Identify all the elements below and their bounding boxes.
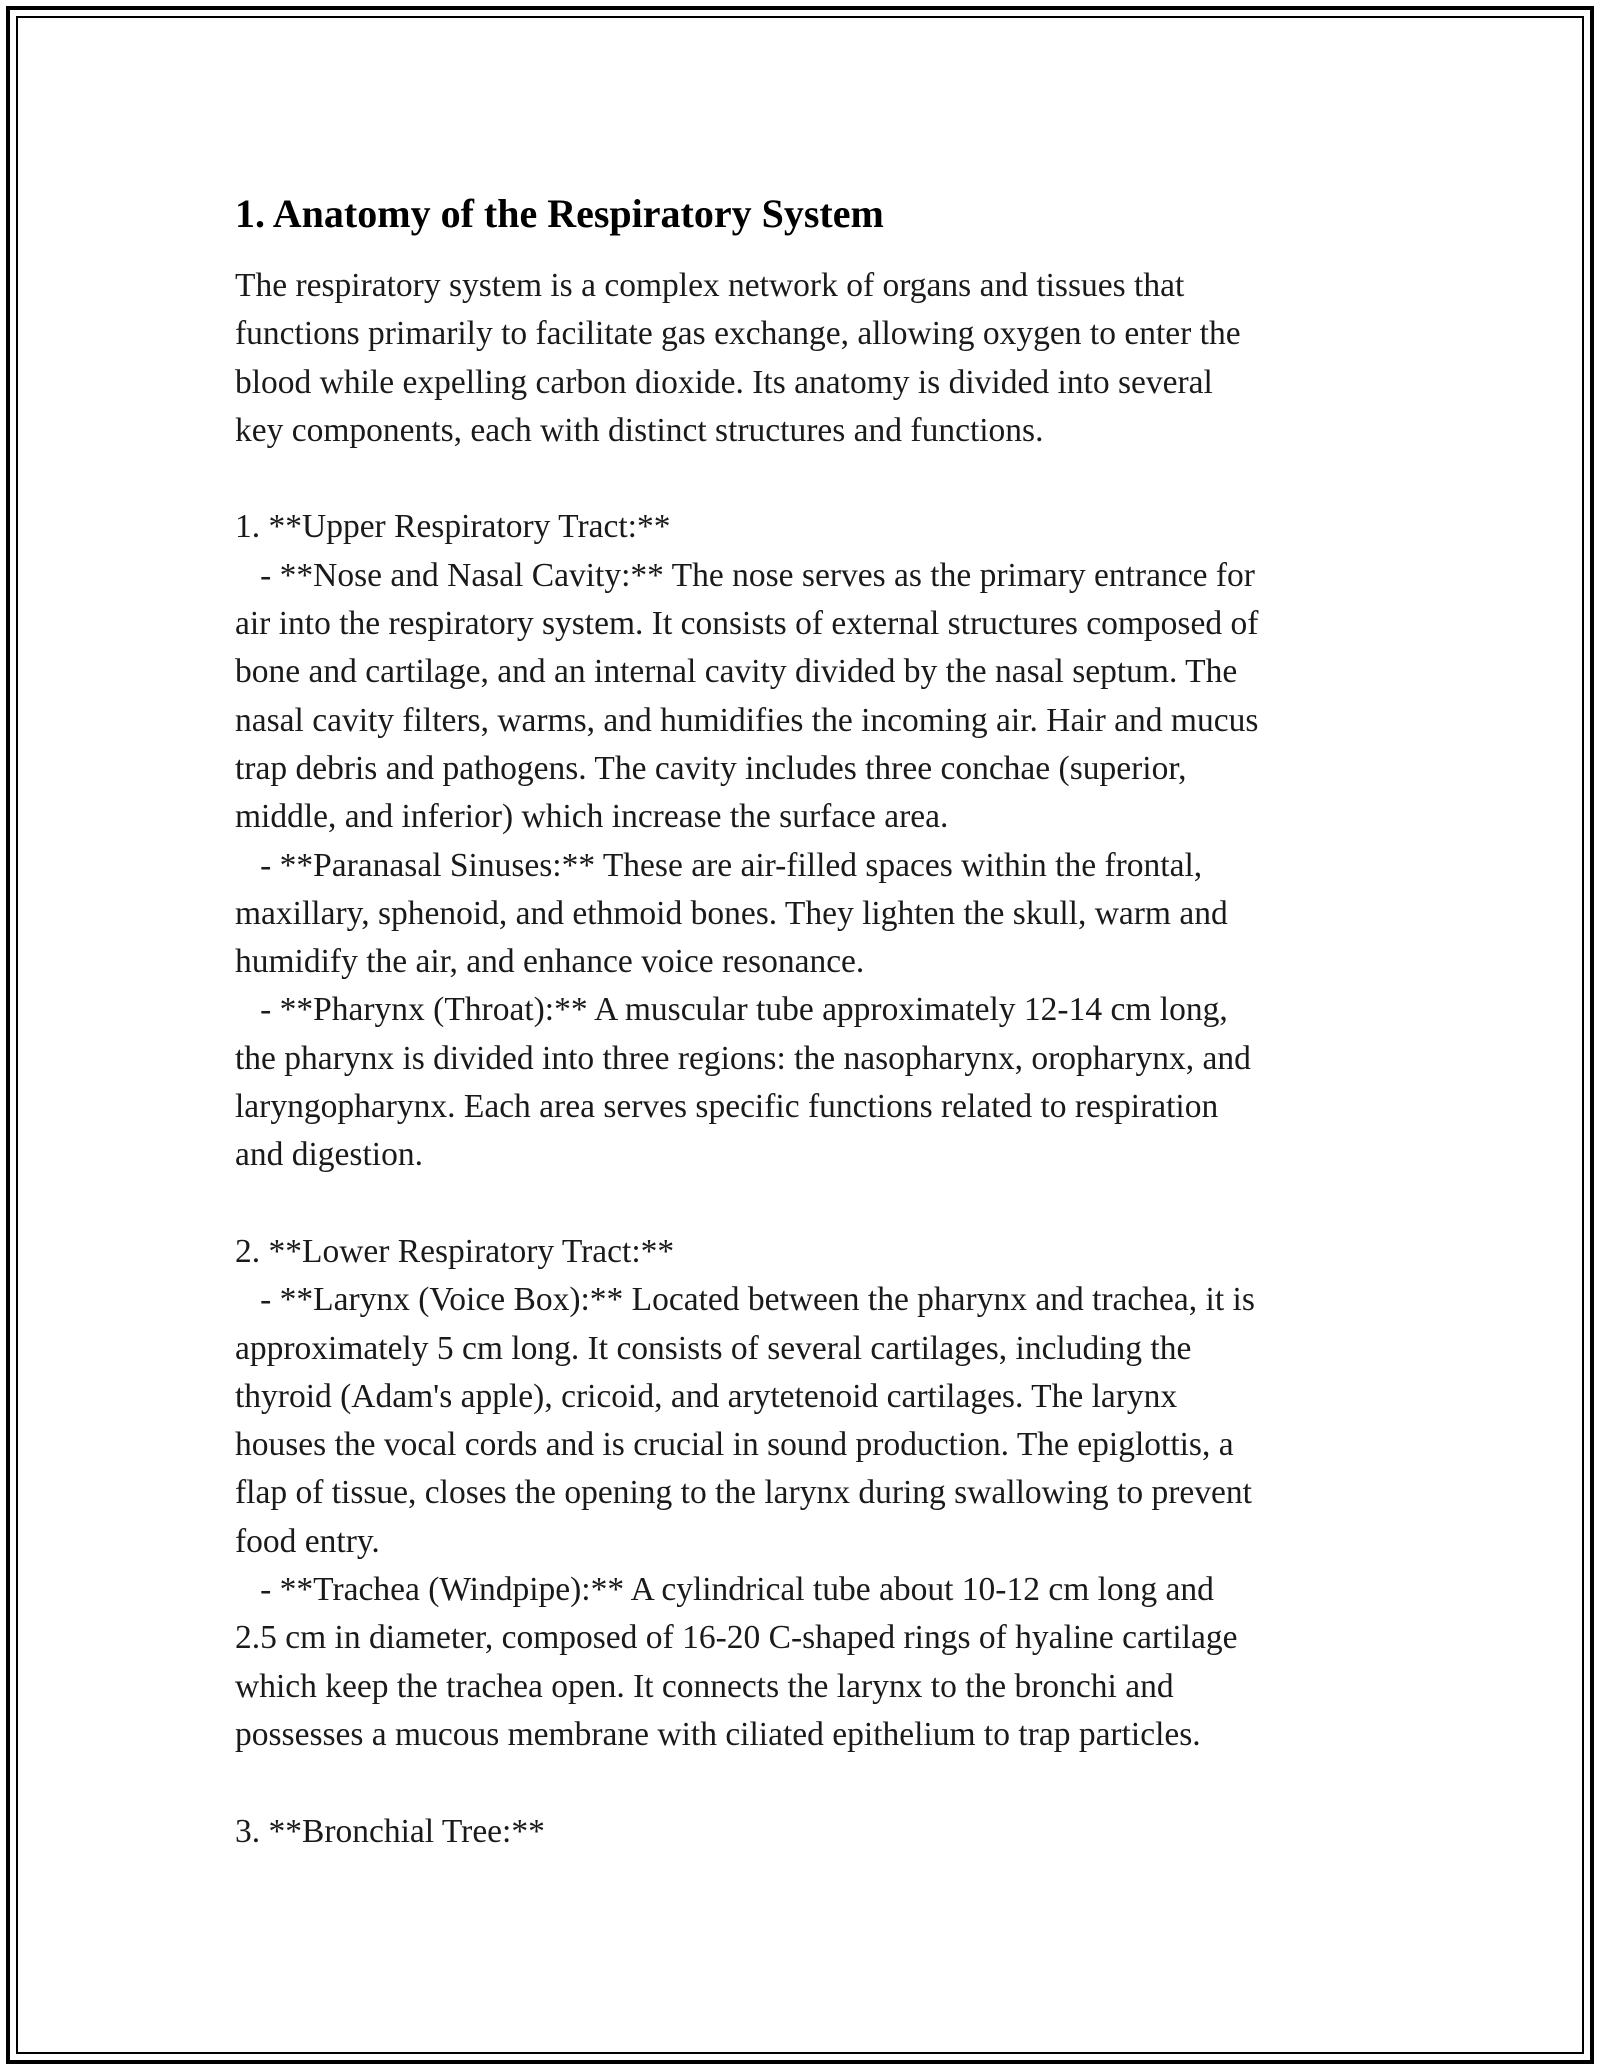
document-content xyxy=(235,188,1365,1856)
section-body-text: The respiratory system is a complex network of organs and tissues that functions primarily to facilitate gas exchange, allowing oxygen to enter the blood while expelling carbon dioxide. Its anatomy is divided into several key components, each with distinct structures and functions. 1. **Upper Respiratory Tract:** - **Nose and Nasal Cavity:** The nose serves as the primary entrance for air into the respiratory system. It consists of external structures composed of bone and cartilage, and an internal cavity divided by the nasal septum. The nasal cavity filters, warms, and humidifies the incoming air. Hair and mucus trap debris and pathogens. The cavity includes three conchae (superior, middle, and inferior) which increase the surface area. - **Paranasal Sinuses:** These are air-filled spaces within the frontal, maxillary, sphenoid, and ethmoid bones. They lighten the skull, warm and humidify the air, and enhance voice resonance. - **Pharynx (Throat):** A muscular tube approximately 12-14 cm long, the pharynx is divided into three regions: the nasopharynx, oropharynx, and laryngopharynx. Each area serves specific functions related to respiration and digestion. 2. **Lower Respiratory Tract:** - **Larynx (Voice Box):** Located between the pharynx and trachea, it is approximately 5 cm long. It consists of several cartilages, including the thyroid (Adam's apple), cricoid, and arytetenoid cartilages. The larynx houses the vocal cords and is crucial in sound production. The epiglottis, a flap of tissue, closes the opening to the larynx during swallowing to prevent food entry. - **Trachea (Windpipe):** A cylindrical tube about 10-12 cm long and 2.5 cm in diameter, composed of 16-20 C-shaped rings of hyaline cartilage which keep the trachea open. It connects the larynx to the bronchi and possesses a mucous membrane with ciliated epithelium to trap particles. 3. **Bronchial Tree:** xyxy=(235,267,1259,1850)
section-heading: 1. Anatomy of the Respiratory System xyxy=(235,191,884,236)
